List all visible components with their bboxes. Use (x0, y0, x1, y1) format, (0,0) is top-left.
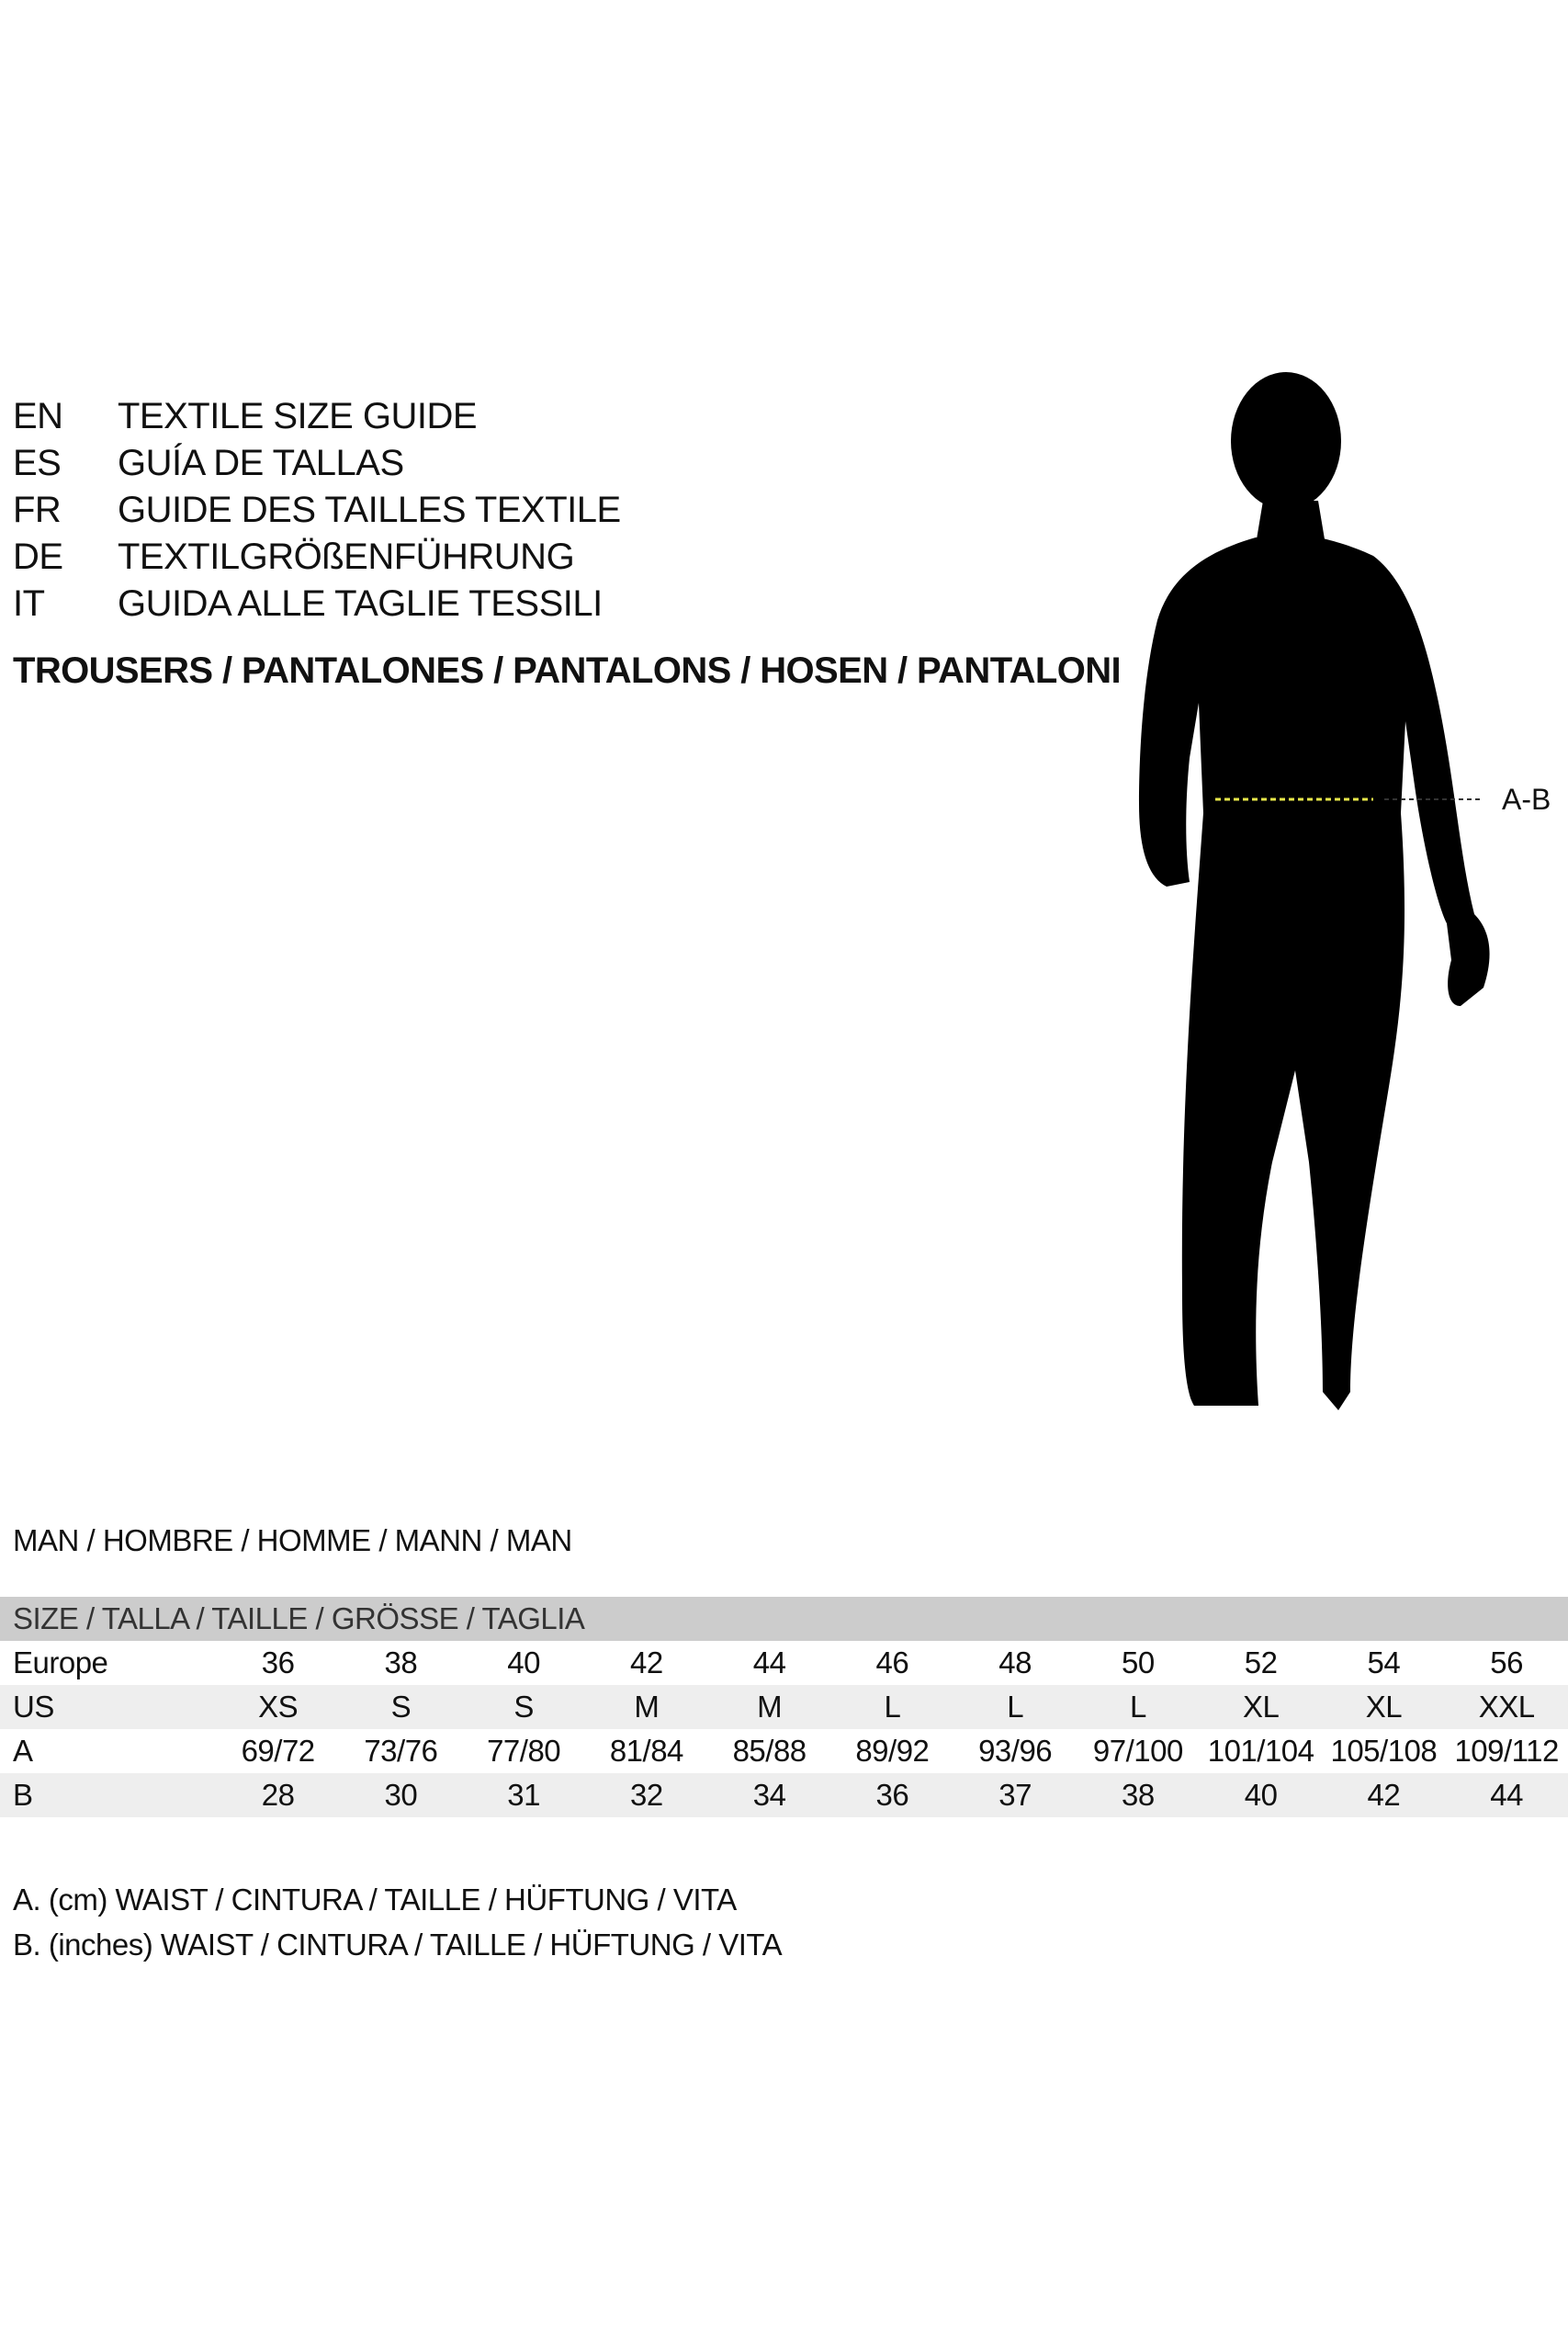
table-cell: 50 (1122, 1645, 1155, 1679)
table-cell: 85/88 (732, 1734, 807, 1768)
table-cell: 93/96 (978, 1734, 1053, 1768)
table-cell: 40 (1244, 1778, 1278, 1812)
table-cell: 28 (261, 1778, 295, 1812)
table-row-us (0, 1685, 1568, 1729)
silhouette-shape (1139, 372, 1490, 1410)
table-row-a (0, 1729, 1568, 1773)
language-code: IT (13, 583, 45, 624)
table-cell: XL (1365, 1690, 1403, 1724)
language-code: ES (13, 443, 62, 483)
table-cell: 52 (1244, 1645, 1278, 1679)
table-cell: XL (1242, 1690, 1280, 1724)
language-code: DE (13, 537, 63, 577)
row-label: A (13, 1734, 33, 1768)
table-cell: 44 (1490, 1778, 1523, 1812)
table-cell: 38 (1122, 1778, 1155, 1812)
language-title: GUÍA DE TALLAS (118, 443, 404, 483)
table-cell: 42 (1367, 1778, 1401, 1812)
language-titles (13, 393, 931, 628)
table-cell: 97/100 (1092, 1734, 1183, 1768)
row-label: Europe (13, 1645, 108, 1679)
size-table-header: SIZE / TALLA / TAILLE / GRÖSSE / TAGLIA (0, 1597, 1568, 1641)
table-cell: S (513, 1690, 534, 1724)
man-silhouette-figure (1098, 372, 1551, 1429)
language-row-fr (13, 487, 931, 534)
table-cell: 44 (752, 1645, 786, 1679)
language-title: TEXTILE SIZE GUIDE (118, 396, 478, 436)
table-cell: 77/80 (487, 1734, 561, 1768)
table-cell: 89/92 (855, 1734, 930, 1768)
measurement-legend (13, 1877, 782, 1967)
table-cell: 81/84 (609, 1734, 683, 1768)
table-cell: 32 (630, 1778, 663, 1812)
language-row-en (13, 393, 931, 440)
table-cell: 109/112 (1454, 1734, 1559, 1768)
table-row-europe (0, 1641, 1568, 1685)
table-cell: S (390, 1690, 412, 1724)
table-cell: 34 (752, 1778, 786, 1812)
table-cell: 46 (875, 1645, 909, 1679)
language-code: EN (13, 396, 63, 436)
language-row-es (13, 440, 931, 487)
table-cell: L (884, 1690, 901, 1724)
table-cell: 38 (384, 1645, 418, 1679)
section-title: MAN / HOMBRE / HOMME / MANN / MAN (13, 1523, 572, 1557)
table-cell: 48 (998, 1645, 1032, 1679)
table-cell: L (1129, 1690, 1146, 1724)
legend-line-b: B. (inches) WAIST / CINTURA / TAILLE / HÜFTUNG / VITA (13, 1928, 783, 1962)
table-cell: 69/72 (241, 1734, 315, 1768)
table-cell: 101/104 (1207, 1734, 1314, 1768)
table-row-b (0, 1773, 1568, 1817)
table-cell: 36 (261, 1645, 295, 1679)
table-cell: 37 (998, 1778, 1032, 1812)
language-code: FR (13, 490, 62, 530)
table-cell: XS (258, 1690, 299, 1724)
table-cell: 42 (630, 1645, 663, 1679)
table-cell: 105/108 (1330, 1734, 1438, 1768)
table-cell: L (1007, 1690, 1024, 1724)
table-cell: M (757, 1690, 783, 1724)
table-cell: 73/76 (364, 1734, 438, 1768)
table-cell: 36 (875, 1778, 909, 1812)
size-table (0, 1597, 1568, 1817)
row-label: US (13, 1690, 54, 1724)
table-cell: M (634, 1690, 660, 1724)
table-cell: 40 (507, 1645, 540, 1679)
table-cell: XXL (1478, 1690, 1535, 1724)
table-cell: 31 (507, 1778, 540, 1812)
language-row-it (13, 581, 931, 628)
table-cell: 30 (384, 1778, 418, 1812)
waist-measure-label: A-B (1502, 783, 1551, 816)
language-title: GUIDE DES TAILLES TEXTILE (118, 490, 621, 530)
language-title: TEXTILGRÖßENFÜHRUNG (118, 537, 575, 577)
table-cell: 56 (1490, 1645, 1523, 1679)
table-cell: 54 (1367, 1645, 1401, 1679)
language-title: GUIDA ALLE TAGLIE TESSILI (118, 583, 603, 624)
category-title: TROUSERS / PANTALONES / PANTALONS / HOSEN / PANTALONI (13, 650, 1122, 691)
legend-line-a: A. (cm) WAIST / CINTURA / TAILLE / HÜFTUNG / VITA (13, 1883, 737, 1917)
row-label: B (13, 1778, 33, 1812)
language-row-de (13, 534, 931, 581)
